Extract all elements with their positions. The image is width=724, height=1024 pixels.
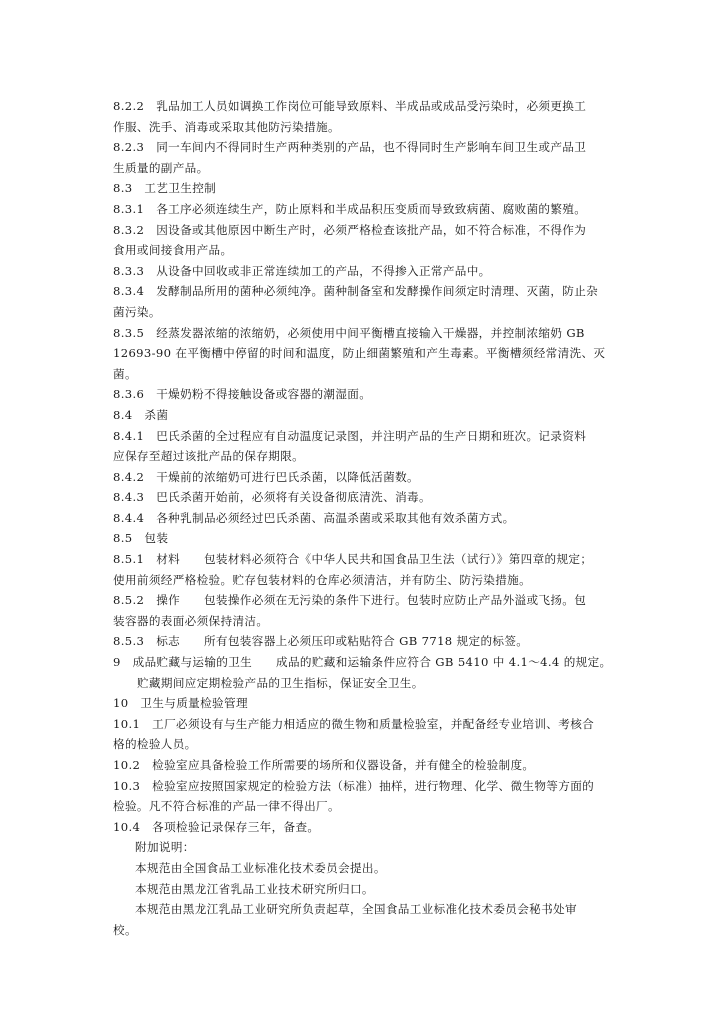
text-line: 8.3.5 经蒸发器浓缩的浓缩奶，必须使用中间平衡槽直接输入干燥器，并控制浓缩奶 GB	[113, 325, 585, 340]
text-line: 生质量的副产品。	[113, 160, 209, 175]
text-line: 10.2 检验室应具备检验工作所需要的场所和仪器设备，并有健全的检验制度。	[113, 758, 535, 772]
text-line: 8.4.4 各种乳制品必须经过巴氏杀菌、高温杀菌或采取其他有效杀菌方式。	[113, 510, 515, 525]
section-heading: 8.3 工艺卫生控制	[113, 181, 217, 196]
text-line: 8.2.3 同一车间内不得同时生产两种类别的产品，也不得同时生产影响车间卫生或产品卫	[113, 140, 587, 155]
text-line: 10.3 检验室应按照国家规定的检验方法（标准）抽样，进行物理、化学、微生物等方面的	[113, 778, 595, 793]
text-line: 8.5.2 操作 包装操作必须在无污染的条件下进行。包装时应防止产品外溢或飞扬。包	[113, 593, 587, 608]
section-heading: 8.5 包装	[113, 531, 169, 546]
text-line: 校。	[113, 922, 137, 937]
text-line: 8.4.2 干燥前的浓缩奶可进行巴氏杀菌，以降低活菌数。	[113, 469, 419, 484]
text-line: 12693-90 在平衡槽中停留的时间和温度，防止细菌繁殖和产生毒素。平衡槽须经常清洗、灭	[113, 346, 606, 361]
text-line: 应保存至超过该批产品的保存期限。	[113, 449, 305, 464]
appendix-heading: 附加说明：	[135, 840, 195, 855]
text-line: 8.4.1 巴氏杀菌的全过程应有自动温度记录图，并注明产品的生产日期和班次。记录资料	[113, 428, 587, 443]
section-heading: 8.4 杀菌	[113, 407, 169, 422]
text-line: 本规范由黑龙江乳品工业研究所负责起草，全国食品工业标准化技术委员会秘书处审	[135, 902, 577, 917]
text-line: 装容器的表面必须保持清洁。	[113, 613, 269, 628]
text-line: 使用前须经严格检验。贮存包装材料的仓库必须清洁，并有防尘、防污染措施。	[113, 572, 532, 587]
section-heading: 9 成品贮藏与运输的卫生 成品的贮藏和运输条件应符合 GB 5410 中 4.1～4.4 的规定。	[113, 655, 612, 670]
text-line: 检验。凡不符合标准的产品一律不得出厂。	[113, 799, 340, 814]
text-line: 8.5.3 标志 所有包装容器上必须压印或粘贴符合 GB 7718 规定的标签。	[113, 634, 529, 649]
text-line: 8.4.3 巴氏杀菌开始前，必须将有关设备彻底清洗、消毒。	[113, 490, 431, 505]
text-line: 食用或间接食用产品。	[113, 243, 233, 258]
text-line: 10.1 工厂必须设有与生产能力相适应的微生物和质量检验室，并配备经专业培训、考核合	[113, 716, 595, 731]
text-line: 10.4 各项检验记录保存三年，备查。	[113, 819, 320, 834]
text-line: 菌。	[113, 366, 137, 381]
text-line: 8.3.1 各工序必须连续生产，防止原料和半成品积压变质而导致致病菌、腐败菌的繁殖。	[113, 201, 587, 216]
text-line: 8.3.4 发酵制品所用的菌种必须纯净。菌种制备室和发酵操作间须定时清理、灭菌，防止杂	[113, 284, 599, 299]
text-line: 本规范由全国食品工业标准化技术委员会提出。	[135, 860, 386, 875]
text-line: 贮藏期间应定期检验产品的卫生指标，保证安全卫生。	[137, 675, 424, 690]
text-line: 格的检验人员。	[113, 737, 197, 752]
text-line: 8.3.2 因设备或其他原因中断生产时，必须严格检查该批产品，如不符合标准，不得作为	[113, 222, 587, 237]
text-line: 8.3.6 干燥奶粉不得接触设备或容器的潮湿面。	[113, 387, 372, 402]
section-heading: 10 卫生与质量检验管理	[113, 696, 248, 711]
text-line: 8.2.2 乳品加工人员如调换工作岗位可能导致原料、半成品或成品受污染时，必须更换工	[113, 99, 587, 113]
document-page	[113, 96, 633, 940]
text-line: 8.3.3 从设备中回收或非正常连续加工的产品，不得掺入正常产品中。	[113, 263, 491, 278]
text-line: 本规范由黑龙江省乳品工业技术研究所归口。	[135, 881, 374, 896]
text-line: 8.5.1 材料 包装材料必须符合《中华人民共和国食品卫生法（试行）》第四章的规定；	[113, 552, 593, 567]
text-line: 作服、洗手、消毒或采取其他防污染措施。	[113, 119, 340, 134]
text-line: 菌污染。	[113, 304, 161, 319]
